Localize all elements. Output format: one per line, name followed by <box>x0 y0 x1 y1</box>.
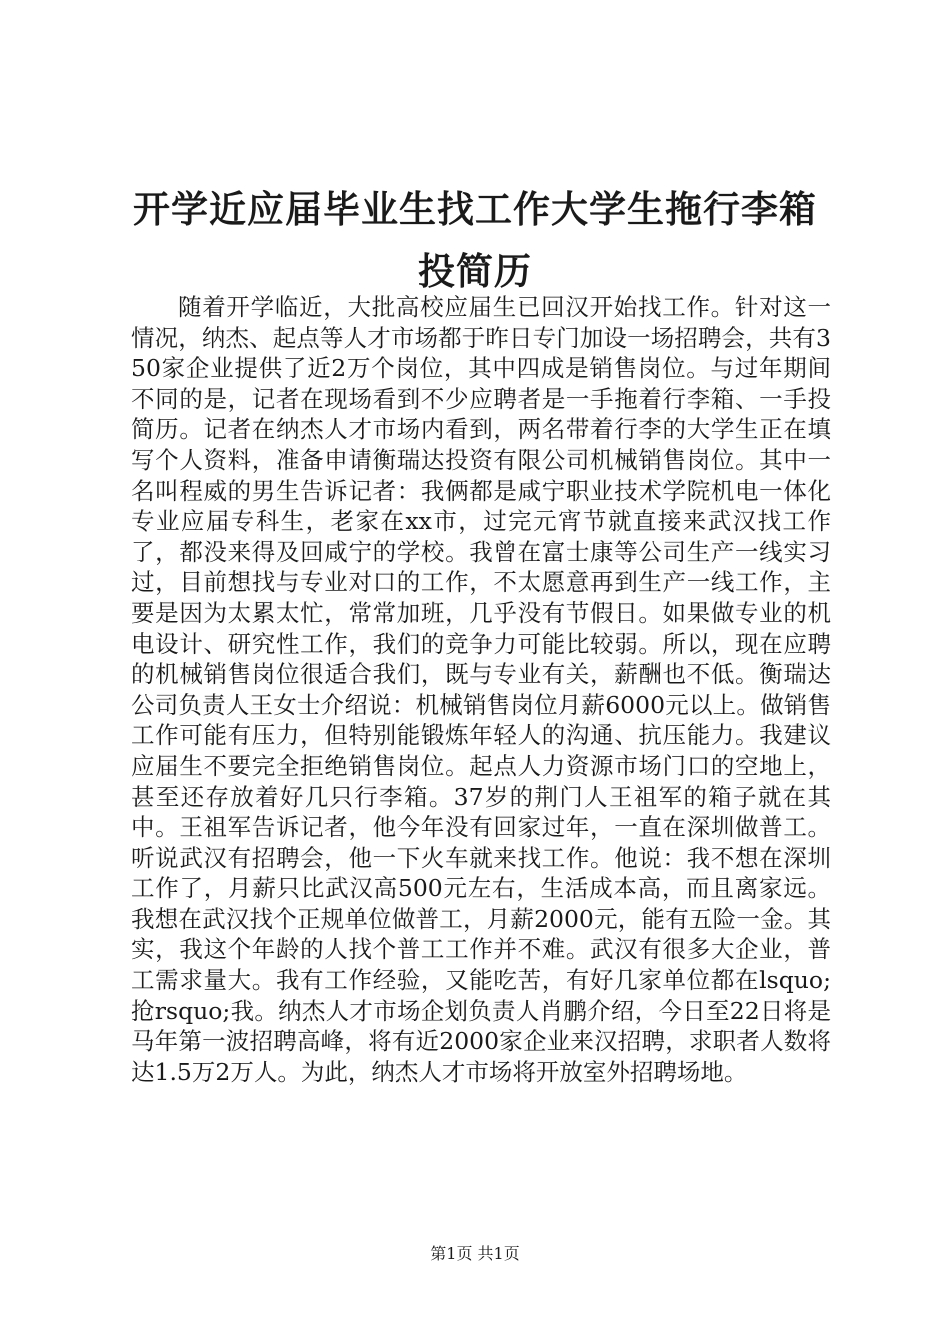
article-body: 随着开学临近，大批高校应届生已回汉开始找工作。针对这一情况，纳杰、起点等人才市场都于昨日专门加设一场招聘会，共有350家企业提供了近2万个岗位，其中四成是销售岗位。与过年期间不同的是，记者在现场看到不少应聘者是一手拖着行李箱、一手投简历。记者在纳杰人才市场内看到，两名带着行李的大学生正在填写个人资料，准备申请衡瑞达投资有限公司机械销售岗位。其中一名叫程威的男生告诉记者：我俩都是咸宁职业技术学院机电一体化专业应届专科生，老家在xx市，过完元宵节就直接来武汉找工作了，都没来得及回咸宁的学校。我曾在富士康等公司生产一线实习过，目前想找与专业对口的工作，不太愿意再到生产一线工作，主要是因为太累太忙，常常加班，几乎没有节假日。如果做专业的机电设计、研究性工作，我们的竞争力可能比较弱。所以，现在应聘的机械销售岗位很适合我们，既与专业有关，薪酬也不低。衡瑞达公司负责人王女士介绍说：机械销售岗位月薪6000元以上。做销售工作可能有压力，但特别能锻炼年轻人的沟通、抗压能力。我建议应届生不要完全拒绝销售岗位。起点人力资源市场门口的空地上，甚至还存放着好几只行李箱。37岁的荆门人王祖军的箱子就在其中。王祖军告诉记者，他今年没有回家过年，一直在深圳做普工。听说武汉有招聘会，他一下火车就来找工作。他说：我不想在深圳工作了，月薪只比武汉高500元左右，生活成本高，而且离家远。我想在武汉找个正规单位做普工，月薪2000元，能有五险一金。其实，我这个年龄的人找个普工工作并不难。武汉有很多大企业，普工需求量大。我有工作经验，又能吃苦，有好几家单位都在lsquo;抢rsquo;我。纳杰人才市场企划负责人肖鹏介绍，今日至22日将是马年第一波招聘高峰，将有近2000家企业来汉招聘，求职者人数将达1.5万2万人。为此，纳杰人才市场将开放室外招聘场地。 <box>131 293 831 1086</box>
page-footer: 第1页 共1页 <box>430 1244 520 1263</box>
document-title: 开学近应届毕业生找工作大学生拖行李箱投简历 <box>133 187 817 293</box>
